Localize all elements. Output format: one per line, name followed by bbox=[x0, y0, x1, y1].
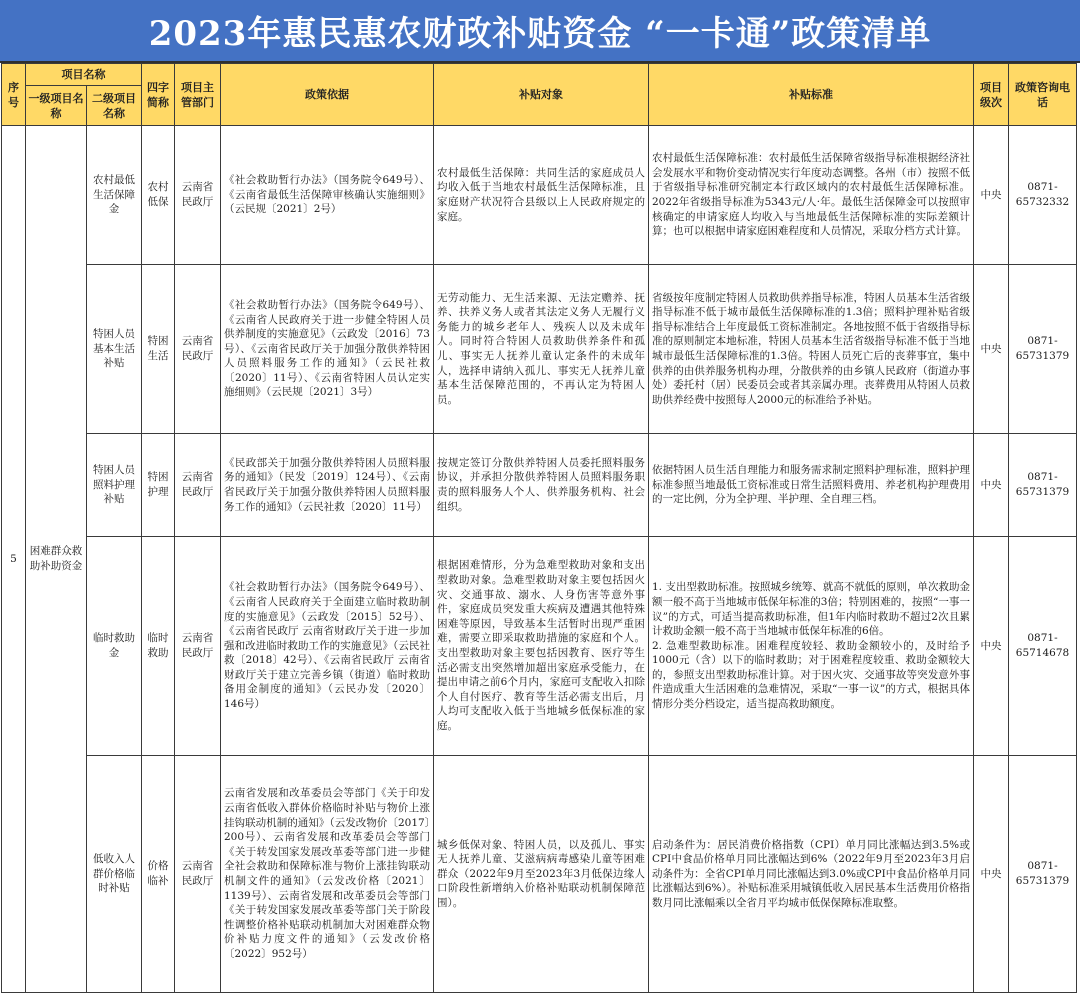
header-department: 项目主管部门 bbox=[175, 64, 221, 126]
cell-department: 云南省民政厅 bbox=[175, 434, 221, 537]
page-title: 2023年惠民惠农财政补贴资金 “一卡通”政策清单 bbox=[148, 14, 932, 54]
cell-policy-basis: 《社会救助暂行办法》（国务院令649号）、《云南省人民政府关于进一步健全特困人员供养制度的实施意见》（云政发〔2016〕73号）、《云南省民政厅关于加强分散供养特困人员照料服务工作的通知》（云民社救〔2020〕11号）、《云南省特困人员认定实施细则》（云民规〔2021〕3号） bbox=[221, 265, 434, 434]
table-row bbox=[2, 265, 1077, 434]
cell-short-name: 农村低保 bbox=[142, 126, 175, 265]
table-row bbox=[2, 126, 1077, 265]
table-header bbox=[2, 64, 1077, 126]
table-row bbox=[2, 537, 1077, 756]
cell-project-level: 中央 bbox=[974, 756, 1009, 993]
cell-short-name: 临时救助 bbox=[142, 537, 175, 756]
header-level1-name: 一级项目名称 bbox=[26, 86, 87, 126]
header-level2-name: 二级项目名称 bbox=[87, 86, 142, 126]
policy-table bbox=[1, 63, 1077, 993]
cell-subsidy-target: 根据困难情形，分为急难型救助对象和支出型救助对象。急难型救助对象主要包括因火灾、交通事故、溺水、人身伤害等意外事件，家庭成员突发重大疾病及遭遇其他特殊困难等原因，导致基本生活暂时出现严重困难，需要立即采取救助措施的家庭和个人。支出型救助对象主要包括因教育、医疗等生活必需支出突然增加超出家庭承受能力，在提出申请之前6个月内，家庭可支配收入扣除个人自付医疗、教育等生活必需支出后，月人均可支配收入低于当地城乡低保标准的家庭。 bbox=[434, 537, 649, 756]
title-bar bbox=[0, 0, 1080, 63]
cell-department: 云南省民政厅 bbox=[175, 756, 221, 993]
standard-part-1: 1. 支出型救助标准。按照城乡统筹、就高不就低的原则，单次救助金额一般不高于当地城市低保年标准的3倍；特别困难的，按照“一事一议”的方式，可适当提高救助标准，但1年内临时救助不超过2次且累计救助金额一般不高于当地城市低保年标准的6倍。 bbox=[652, 581, 970, 638]
cell-short-name: 特困生活 bbox=[142, 265, 175, 434]
cell-policy-basis: 《社会救助暂行办法》（国务院令649号）、《云南省最低生活保障审核确认实施细则》（云民规〔2021〕2号） bbox=[221, 126, 434, 265]
header-subsidy-target: 补贴对象 bbox=[434, 64, 649, 126]
cell-subsidy-target: 无劳动能力、无生活来源、无法定赡养、抚养、扶养义务人或者其法定义务人无履行义务能力的城乡老年人、残疾人以及未成年人。同时符合特困人员救助供养条件和孤儿、事实无人抚养儿童认定条件的未成年人，选择申请纳入孤儿、事实无人抚养儿童基本生活保障范围的，不再认定为特困人员。 bbox=[434, 265, 649, 434]
cell-subsidy-standard: 依据特困人员生活自理能力和服务需求制定照料护理标准，照料护理标准参照当地最低工资标准或日常生活照料费用、养老机构护理费用的一定比例，分为全护理、半护理、全自理三档。 bbox=[649, 434, 974, 537]
cell-consult-phone: 0871-65731379 bbox=[1009, 265, 1077, 434]
cell-consult-phone: 0871-65731379 bbox=[1009, 756, 1077, 993]
cell-level2-name: 特困人员照料护理补贴 bbox=[87, 434, 142, 537]
cell-subsidy-target: 按规定签订分散供养特困人员委托照料服务协议，并承担分散供养特困人员照料服务职责的照料服务人个人、供养服务机构、社会组织。 bbox=[434, 434, 649, 537]
cell-level2-name: 临时救助金 bbox=[87, 537, 142, 756]
cell-consult-phone: 0871-65731379 bbox=[1009, 434, 1077, 537]
cell-policy-basis: 云南省发展和改革委员会等部门《关于印发云南省低收入群体价格临时补贴与物价上涨挂钩联动机制的通知》（云发改物价〔2017〕200号）、云南省发展和改革委员会等部门《关于转发国家发展改革委等部门进一步健全社会救助和保障标准与物价上涨挂钩联动机制文件的通知》（云发改价格〔2021〕1139号）、云南省发展和改革委员会等部门《关于转发国家发展改革委等部门关于阶段性调整价格补贴联动机制加大对困难群众物价补贴力度文件的通知》（云发改价格〔2022〕952号） bbox=[221, 756, 434, 993]
cell-subsidy-standard: 启动条件为：居民消费价格指数（CPI）单月同比涨幅达到3.5%或CPI中食品价格单月同比涨幅达到6%（2022年9月至2023年3月启动条件为：全省CPI单月同比涨幅达到3.0%或CPI中食品价格单月同比涨幅达到6%）。补贴标准采用城镇低收入居民基本生活费用价格指数月同比涨幅乘以全省月平均城市低保保障标准取整。 bbox=[649, 756, 974, 993]
table-row bbox=[2, 434, 1077, 537]
cell-level2-name: 农村最低生活保障金 bbox=[87, 126, 142, 265]
cell-department: 云南省民政厅 bbox=[175, 265, 221, 434]
cell-level2-name: 低收入人群价格临时补贴 bbox=[87, 756, 142, 993]
cell-project-level: 中央 bbox=[974, 265, 1009, 434]
header-project-level: 项目级次 bbox=[974, 64, 1009, 126]
cell-policy-basis: 《社会救助暂行办法》（国务院令649号）、《云南省人民政府关于全面建立临时救助制度的实施意见》（云政发〔2015〕52号）、《云南省民政厅 云南省财政厅关于进一步加强和改进临时救助工作的实施意见》（云民社救〔2018〕42号）、《云南省民政厅 云南省财政厅关于建立完善乡镇（街道）临时救助备用金制度的通知》（云民办发〔2020〕146号） bbox=[221, 537, 434, 756]
cell-subsidy-target: 农村最低生活保障：共同生活的家庭成员人均收入低于当地农村最低生活保障标准，且家庭财产状况符合县级以上人民政府规定的家庭。 bbox=[434, 126, 649, 265]
header-policy-basis: 政策依据 bbox=[221, 64, 434, 126]
header-subsidy-standard: 补贴标准 bbox=[649, 64, 974, 126]
cell-project-level: 中央 bbox=[974, 126, 1009, 265]
cell-consult-phone: 0871-65714678 bbox=[1009, 537, 1077, 756]
standard-part-2: 2. 急难型救助标准。困难程度较轻、救助金额较小的，及时给予1000元（含）以下的临时救助；对于困难程度较重、救助金额较大的，参照支出型救助标准计算。对于因火灾、交通事故等突发意外事件造成重大生活困难的急难情况，采取“一事一议”的方式，根据具体情形分类分档设定，适当提高救助额度。 bbox=[652, 639, 970, 711]
cell-level1-name: 困难群众救助补助资金 bbox=[26, 126, 87, 993]
cell-seq: 5 bbox=[2, 126, 26, 993]
cell-subsidy-standard: 农村最低生活保障标准：农村最低生活保障省级指导标准根据经济社会发展水平和物价变动情况实行年度动态调整。各州（市）按照不低于省级指导标准研究制定本行政区域内的农村最低生活保障标准。2022年省级指导标准为5343元/人·年。最低生活保障金可以按照审核确定的申请家庭人均收入与当地最低生活保障标准的实际差额计算；也可以根据申请家庭困难程度和人员情况，采取分档方式计算。 bbox=[649, 126, 974, 265]
cell-project-level: 中央 bbox=[974, 537, 1009, 756]
cell-subsidy-standard bbox=[649, 537, 974, 756]
cell-subsidy-standard: 省级按年度制定特困人员救助供养指导标准，特困人员基本生活省级指导标准不低于城市最低生活保障标准的1.3倍；照料护理补贴省级指导标准结合上年度最低工资标准制定。各地按照不低于省级指导标准的原则制定本地标准，特困人员基本生活省级指导标准不低于当地城市最低生活保障标准的1.3倍。特困人员死亡后的丧葬事宜，集中供养的由供养服务机构办理，分散供养的由乡镇人民政府（街道办事处）委托村（居）民委员会或者其亲属办理。丧葬费用从特困人员救助供养经费中按照每人2000元的标准给予补贴。 bbox=[649, 265, 974, 434]
header-seq: 序号 bbox=[2, 64, 26, 126]
cell-project-level: 中央 bbox=[974, 434, 1009, 537]
header-consult-phone: 政策咨询电话 bbox=[1009, 64, 1077, 126]
cell-short-name: 特困护理 bbox=[142, 434, 175, 537]
cell-level2-name: 特困人员基本生活补贴 bbox=[87, 265, 142, 434]
table-row bbox=[2, 756, 1077, 993]
cell-policy-basis: 《民政部关于加强分散供养特困人员照料服务的通知》（民发〔2019〕124号）、《云南省民政厅关于加强分散供养特困人员照料服务工作的通知》（云民社救〔2020〕11号） bbox=[221, 434, 434, 537]
cell-subsidy-target: 城乡低保对象、特困人员，以及孤儿、事实无人抚养儿童、艾滋病病毒感染儿童等困难群众（2022年9月至2023年3月低保边缘人口阶段性新增纳入价格补贴联动机制保障范围）。 bbox=[434, 756, 649, 993]
cell-short-name: 价格临补 bbox=[142, 756, 175, 993]
cell-department: 云南省民政厅 bbox=[175, 537, 221, 756]
cell-department: 云南省民政厅 bbox=[175, 126, 221, 265]
cell-consult-phone: 0871-65732332 bbox=[1009, 126, 1077, 265]
header-project-name: 项目名称 bbox=[26, 64, 142, 86]
header-short-name: 四字简称 bbox=[142, 64, 175, 126]
